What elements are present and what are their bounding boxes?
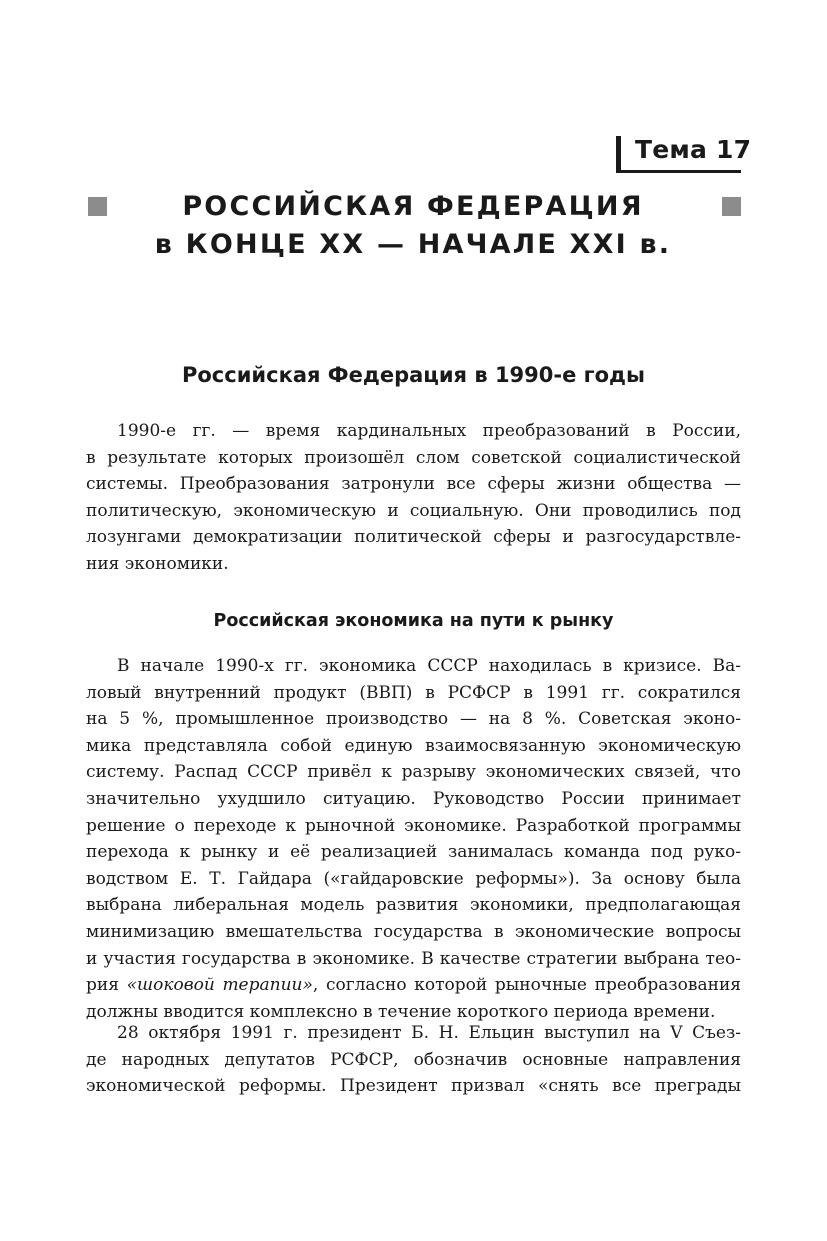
text-line: ния экономики. [86,553,229,574]
text-line: систему. Распад СССР привёл к разрыву экономических связей, что [86,762,741,783]
topic-label-text: Тема 17 [635,135,752,164]
text-fragment: , согласно которой рыночные преобразования [312,975,741,996]
chapter-title [130,188,696,264]
text-line: 1990-е гг. — время кардинальных преобразований в России, [117,421,741,441]
text-line: мика представляла собой единую взаимосвязанную экономическую [86,735,741,756]
paragraph-yeltsin [86,1020,741,1100]
text-line: водством Е. Т. Гайдара («гайдаровские реформы»). За основу была [86,868,741,889]
text-line: в результате которых произошёл слом советской социалистической [86,447,741,468]
decorative-square-right [722,197,741,216]
text-line: де народных депутатов РСФСР, обозначив основные направления [86,1049,741,1070]
text-line: экономической реформы. Президент призвал «снять все преграды [86,1076,741,1097]
text-line: и участия государства в экономике. В качестве стратегии выбрана тео- [86,948,741,969]
text-line: решение о переходе к рыночной экономике. Разработкой программы [86,815,741,836]
section-heading: Российская Федерация в 1990-е годы [181,363,646,387]
text-line: системы. Преобразования затронули все сферы жизни общества — [86,474,741,495]
text-line: лозунгами демократизации политической сферы и разгосударствле- [86,527,741,548]
text-line: перехода к рынку и её реализацией занималась команда под руко- [86,842,741,863]
subsection-heading: Российская экономика на пути к рынку [213,611,614,631]
paragraph-economy [86,653,741,1025]
text-line: значительно ухудшило ситуацию. Руководство России принимает [86,788,741,809]
topic-label-bar [616,136,621,173]
chapter-title-line-2: в КОНЦЕ XX — НАЧАЛЕ XXI в. [154,229,672,260]
italic-term: «шоковой терапии» [126,975,313,996]
paragraph-intro [86,418,741,578]
text-line-with-term [86,972,741,999]
text-line: на 5 %, промышленное производство — на 8 %. Советская эконо- [86,709,741,730]
decorative-square-left [88,197,107,216]
chapter-title-line-1: РОССИЙСКАЯ ФЕДЕРАЦИЯ [182,191,644,222]
text-line: 28 октября 1991 г. президент Б. Н. Ельцин выступил на V Съез- [117,1023,741,1043]
topic-label-underline [616,170,741,173]
text-line: В начале 1990-х гг. экономика СССР находилась в кризисе. Ва- [117,656,741,676]
text-line: должны вводится комплексно в течение короткого периода времени. [86,1001,716,1022]
text-line: выбрана либеральная модель развития экономики, предполагающая [86,895,741,916]
text-fragment: рия [86,975,127,996]
text-line: минимизацию вмешательства государства в экономические вопросы [86,921,741,942]
text-line: ловый внутренний продукт (ВВП) в РСФСР в 1991 гг. сократился [86,682,741,703]
text-line: политическую, экономическую и социальную. Они проводились под [86,500,741,521]
topic-label [616,133,752,173]
